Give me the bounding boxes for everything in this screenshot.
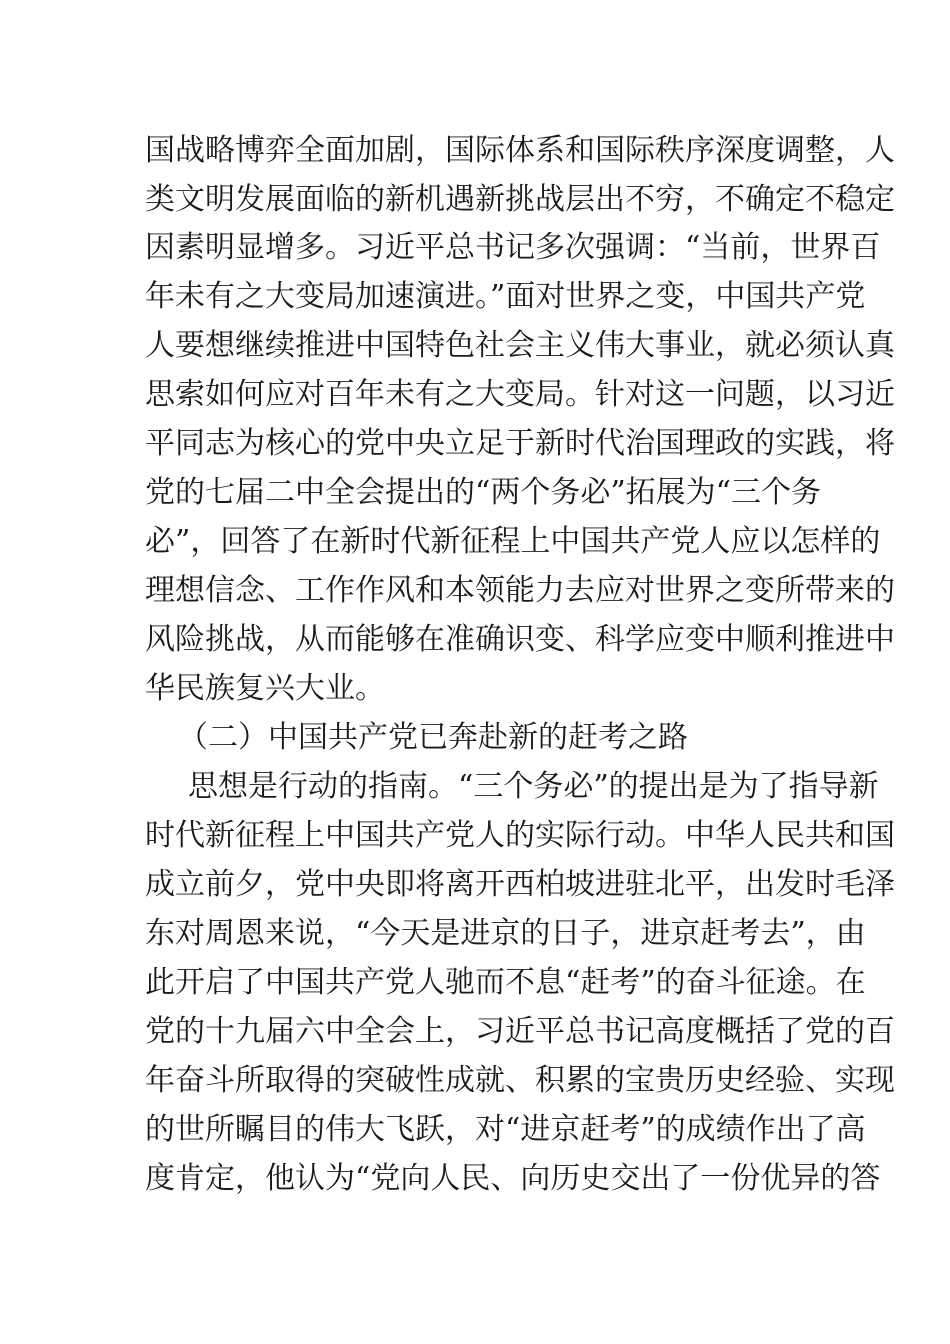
paragraph-line: 思索如何应对百年未有之大变局。针对这一问题，以习近	[145, 377, 895, 412]
paragraph-line: 时代新征程上中国共产党人的实际行动。中华人民共和国	[145, 818, 895, 853]
section-heading: （二）中国共产党已奔赴新的赶考之路	[178, 720, 688, 755]
paragraph-line: 年奋斗所取得的突破性成就、积累的宝贵历史经验、实现	[145, 1063, 895, 1098]
paragraph-line: 年未有之大变局加速演进。”面对世界之变，中国共产党	[145, 279, 866, 314]
paragraph-line: 党的七届二中全会提出的“两个务必”拓展为“三个务	[145, 475, 822, 510]
paragraph-line: 类文明发展面临的新机遇新挑战层出不穷，不确定不稳定	[145, 182, 895, 217]
paragraph-line: 度肯定，他认为“党向人民、向历史交出了一份优异的答	[145, 1161, 881, 1196]
paragraph-line: 思想是行动的指南。“三个务必”的提出是为了指导新	[188, 769, 879, 804]
paragraph-line: 东对周恩来说，“今天是进京的日子，进京赶考去”，由	[145, 916, 866, 951]
paragraph-line: 理想信念、工作作风和本领能力去应对世界之变所带来的	[145, 573, 895, 608]
paragraph-line: 平同志为核心的党中央立足于新时代治国理政的实践，将	[145, 426, 895, 461]
paragraph-line: 风险挑战，从而能够在准确识变、科学应变中顺利推进中	[145, 622, 895, 657]
paragraph-line: 华民族复兴大业。	[145, 671, 385, 706]
paragraph-line: 成立前夕，党中央即将离开西柏坡进驻北平，出发时毛泽	[145, 867, 895, 902]
paragraph-line: 此开启了中国共产党人驰而不息“赶考”的奋斗征途。在	[145, 965, 866, 1000]
paragraph-line: 必”，回答了在新时代新征程上中国共产党人应以怎样的	[145, 524, 881, 559]
paragraph-line: 的世所瞩目的伟大飞跃，对“进京赶考”的成绩作出了高	[145, 1112, 866, 1147]
paragraph-line: 人要想继续推进中国特色社会主义伟大事业，就必须认真	[145, 328, 895, 363]
paragraph-line: 因素明显增多。习近平总书记多次强调：“当前，世界百	[145, 230, 881, 265]
paragraph-line: 国战略博弈全面加剧，国际体系和国际秩序深度调整，人	[145, 133, 895, 168]
paragraph-line: 党的十九届六中全会上，习近平总书记高度概括了党的百	[145, 1014, 895, 1049]
